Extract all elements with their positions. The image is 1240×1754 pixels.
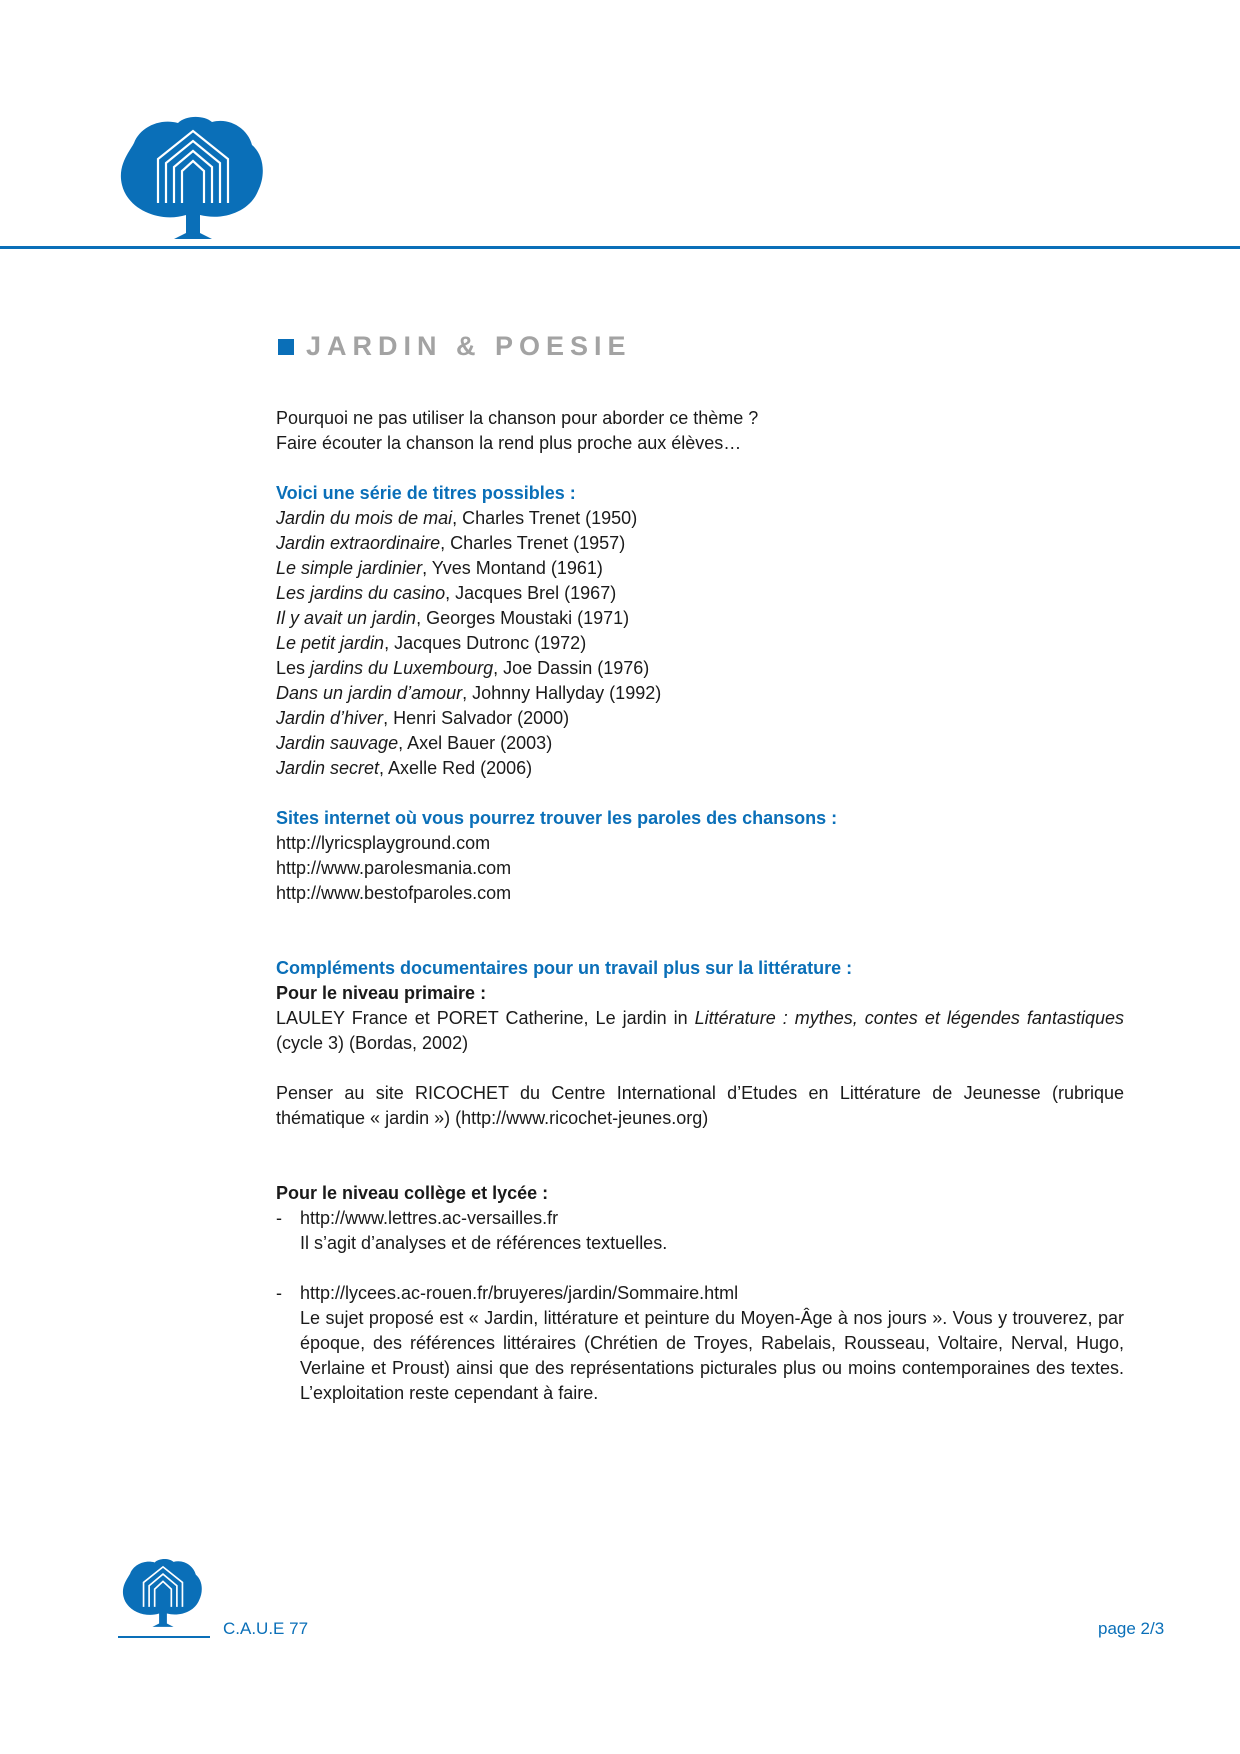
dash-bullet: -: [276, 1283, 282, 1303]
song-item: Jardin secret, Axelle Red (2006): [276, 758, 533, 778]
site-link[interactable]: http://www.bestofparoles.com: [276, 883, 512, 903]
song-item: Les jardins du casino, Jacques Brel (1967): [276, 583, 617, 603]
song-item: Jardin d’hiver, Henri Salvador (2000): [276, 708, 570, 728]
page-number: page 2/3: [1098, 1619, 1165, 1638]
college-heading: Pour le niveau collège et lycée :: [276, 1183, 549, 1203]
song-item: Jardin du mois de mai, Charles Trenet (1950): [276, 508, 638, 528]
resource-description: Le sujet proposé est « Jardin, littérature et peinture du Moyen-Âge à nos jours ». Vous y trouverez, par époque, des références littéraires (Chrétien de Troyes, Rabelais, Rousseau, Voltaire, Nerval, Hugo, Verlaine et Proust) ainsi que des représentations picturales plus ou moins contemporaines des textes. L’exploitation reste cependant à faire.: [300, 1308, 1124, 1403]
resource-item: [276, 1206, 1124, 1256]
site-link[interactable]: http://lyricsplayground.com: [276, 833, 491, 853]
site-link[interactable]: http://www.parolesmania.com: [276, 858, 512, 878]
resource-url[interactable]: http://www.lettres.ac-versailles.fr: [300, 1208, 559, 1228]
complements-heading: Compléments documentaires pour un travail plus sur la littérature :: [276, 958, 853, 978]
song-item: Les jardins du Luxembourg, Joe Dassin (1976): [276, 658, 650, 678]
song-item: Jardin extraordinaire, Charles Trenet (1957): [276, 533, 626, 553]
document-body: [276, 406, 1124, 1406]
song-item: Le petit jardin, Jacques Dutronc (1972): [276, 633, 587, 653]
ricochet-paragraph: Penser au site RICOCHET du Centre International d’Etudes en Littérature de Jeunesse (rubrique thématique « jardin ») (http://www.ricochet-jeunes.org): [276, 1083, 1124, 1128]
song-item: Dans un jardin d’amour, Johnny Hallyday (1992): [276, 683, 662, 703]
song-list: [276, 506, 1124, 781]
primaire-reference: LAULEY France et PORET Catherine, Le jardin in Littérature : mythes, contes et légendes fantastiques (cycle 3) (Bordas, 2002): [276, 1008, 1124, 1053]
title-square-icon: [278, 339, 294, 355]
sites-heading: Sites internet où vous pourrez trouver les paroles des chansons :: [276, 808, 838, 828]
song-item: Le simple jardinier, Yves Montand (1961): [276, 558, 603, 578]
song-item: Jardin sauvage, Axel Bauer (2003): [276, 733, 553, 753]
song-item: Il y avait un jardin, Georges Moustaki (1971): [276, 608, 630, 628]
section-title: JARDIN & POESIE: [306, 331, 632, 361]
caue-tree-logo: [120, 115, 266, 250]
footer-org: C.A.U.E 77: [223, 1619, 309, 1638]
footer-rule: [118, 1636, 210, 1638]
primaire-heading: Pour le niveau primaire :: [276, 983, 487, 1003]
songs-heading: Voici une série de titres possibles :: [276, 483, 576, 503]
intro-line: Pourquoi ne pas utiliser la chanson pour aborder ce thème ?: [276, 408, 759, 428]
header-rule: [0, 246, 1240, 249]
resource-description: Il s’agit d’analyses et de références textuelles.: [300, 1233, 668, 1253]
intro-line: Faire écouter la chanson la rend plus proche aux élèves…: [276, 433, 742, 453]
dash-bullet: -: [276, 1208, 282, 1228]
footer-tree-logo: [120, 1558, 206, 1633]
resource-item: [276, 1281, 1124, 1406]
resource-url[interactable]: http://lycees.ac-rouen.fr/bruyeres/jardin/Sommaire.html: [300, 1283, 739, 1303]
section-title-row: [278, 331, 632, 362]
